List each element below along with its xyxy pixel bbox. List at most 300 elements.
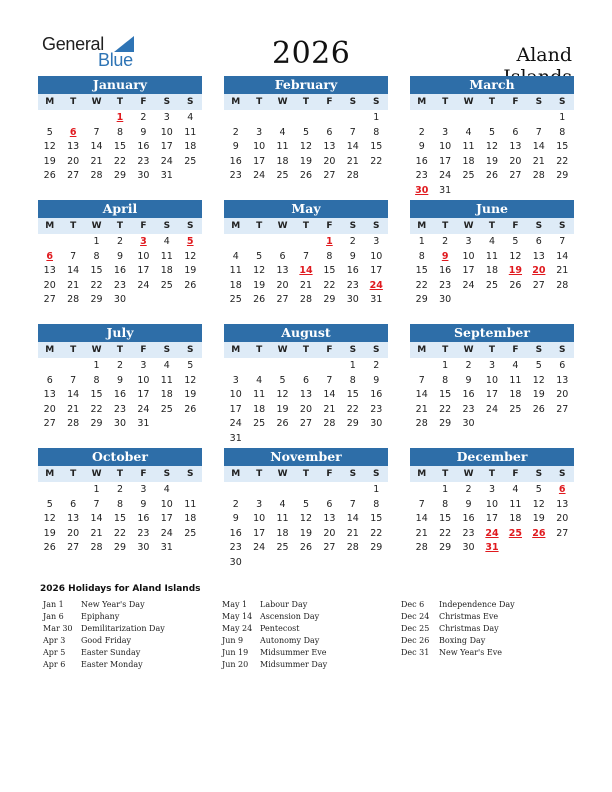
holiday-name: Pentecost xyxy=(260,624,300,633)
week-row xyxy=(224,555,388,570)
day-cell: 13 xyxy=(556,374,569,386)
empty-cell xyxy=(294,431,317,446)
day-cell: 14 xyxy=(67,389,80,401)
week-row xyxy=(38,110,202,125)
day-cell: 4 xyxy=(187,112,194,123)
weekday-label: F xyxy=(512,97,519,107)
day-cell: 9 xyxy=(140,498,147,510)
empty-cell xyxy=(504,416,527,431)
day-cell: 18 xyxy=(160,265,173,277)
day-cell: 4 xyxy=(465,126,472,138)
day-cell: 11 xyxy=(229,265,242,277)
holiday-name: Christmas Day xyxy=(439,624,499,633)
day-cell: 30 xyxy=(462,542,475,554)
empty-cell xyxy=(318,358,341,373)
weekday-label: S xyxy=(559,469,566,479)
week-row xyxy=(410,416,574,431)
empty-cell xyxy=(61,234,84,249)
day-cell: 14 xyxy=(90,513,103,525)
logo-text-blue: Blue xyxy=(98,50,133,70)
weekday-label: S xyxy=(349,345,357,355)
week-row xyxy=(224,278,388,293)
weekday-label: M xyxy=(417,469,427,479)
day-cell: 31 xyxy=(160,542,173,554)
holiday-date: Dec 26 xyxy=(401,636,430,645)
day-cell: 26 xyxy=(184,403,197,415)
day-cell: 8 xyxy=(93,250,100,262)
day-cell: 19 xyxy=(299,527,313,539)
day-cell: 10 xyxy=(160,498,173,510)
day-cell: 7 xyxy=(70,374,77,386)
day-cell: 17 xyxy=(253,155,266,167)
holiday-entry xyxy=(43,635,165,647)
weekday-label: T xyxy=(488,345,496,355)
empty-cell xyxy=(247,358,270,373)
holiday-day-cell: 20 xyxy=(532,265,546,277)
weekday-header xyxy=(38,94,202,110)
weekday-label: S xyxy=(559,345,566,355)
weekday-header xyxy=(38,466,202,482)
day-cell: 16 xyxy=(439,265,452,277)
day-cell: 27 xyxy=(323,170,336,182)
day-cell: 13 xyxy=(43,389,56,401)
day-cell: 18 xyxy=(276,155,289,167)
empty-cell xyxy=(294,358,317,373)
day-cell: 7 xyxy=(418,374,425,386)
day-cell: 27 xyxy=(43,418,56,430)
week-row xyxy=(410,263,574,278)
month-title: March xyxy=(410,76,574,94)
day-cell: 17 xyxy=(137,389,150,401)
empty-cell xyxy=(527,416,550,431)
day-cell: 20 xyxy=(323,527,336,539)
day-cell: 1 xyxy=(93,236,100,247)
holiday-name: Boxing Day xyxy=(439,636,486,645)
day-cell: 14 xyxy=(323,389,336,401)
empty-cell xyxy=(179,416,202,431)
day-cell: 8 xyxy=(442,374,449,386)
week-row xyxy=(410,402,574,417)
day-cell: 9 xyxy=(140,126,147,138)
day-cell: 30 xyxy=(113,294,127,306)
week-row xyxy=(224,373,388,388)
day-cell: 30 xyxy=(137,542,150,554)
day-cell: 20 xyxy=(556,389,569,401)
day-cell: 5 xyxy=(302,126,309,138)
day-cell: 22 xyxy=(346,403,359,415)
empty-cell xyxy=(318,431,341,446)
day-cell: 15 xyxy=(370,141,383,153)
day-cell: 3 xyxy=(442,126,449,138)
day-cell: 28 xyxy=(67,294,80,306)
month-title: September xyxy=(410,324,574,342)
month-title: December xyxy=(410,448,574,466)
week-row xyxy=(410,154,574,169)
week-row xyxy=(410,110,574,125)
day-cell: 4 xyxy=(279,126,286,138)
weekday-label: T xyxy=(442,97,449,107)
empty-cell xyxy=(247,482,270,497)
holiday-date: Dec 25 xyxy=(401,624,430,633)
day-cell: 19 xyxy=(184,265,197,277)
day-cell: 9 xyxy=(373,374,380,386)
day-cell: 13 xyxy=(323,141,336,153)
weekday-label: T xyxy=(70,469,77,479)
weekday-label: S xyxy=(187,221,194,231)
weekday-label: F xyxy=(140,97,147,107)
day-cell: 18 xyxy=(485,265,499,277)
day-cell: 13 xyxy=(299,389,313,401)
day-cell: 26 xyxy=(276,418,289,430)
day-cell: 5 xyxy=(488,126,495,138)
day-cell: 11 xyxy=(160,374,173,386)
weekday-label: M xyxy=(231,97,241,107)
day-cell: 27 xyxy=(276,294,289,306)
day-cell: 8 xyxy=(116,498,123,510)
day-cell: 7 xyxy=(93,498,100,510)
week-row xyxy=(224,125,388,140)
day-cell: 23 xyxy=(229,542,242,554)
day-cell: 21 xyxy=(299,279,313,291)
day-cell: 12 xyxy=(276,389,289,401)
day-cell: 18 xyxy=(160,389,173,401)
day-cell: 4 xyxy=(512,360,519,371)
day-cell: 28 xyxy=(556,279,569,291)
holiday-day-cell: 5 xyxy=(186,236,194,247)
month-september xyxy=(410,324,574,431)
day-cell: 25 xyxy=(184,155,197,167)
empty-cell xyxy=(271,555,294,570)
week-row xyxy=(224,511,388,526)
day-cell: 14 xyxy=(90,141,103,153)
empty-cell xyxy=(504,540,527,555)
empty-cell xyxy=(224,234,247,249)
week-row xyxy=(410,234,574,249)
day-cell: 10 xyxy=(370,250,383,262)
weekday-label: T xyxy=(302,345,310,355)
day-cell: 2 xyxy=(232,126,239,138)
day-cell: 19 xyxy=(299,155,313,167)
empty-cell xyxy=(247,234,270,249)
day-cell: 3 xyxy=(488,360,495,371)
day-cell: 29 xyxy=(439,542,452,554)
week-row xyxy=(224,482,388,497)
month-july xyxy=(38,324,202,431)
weekday-label: T xyxy=(116,469,124,479)
day-cell: 11 xyxy=(509,498,522,510)
day-cell: 18 xyxy=(184,513,197,525)
empty-cell xyxy=(224,482,247,497)
day-cell: 19 xyxy=(253,279,266,291)
holiday-entry xyxy=(222,659,327,671)
day-cell: 27 xyxy=(556,527,569,539)
empty-cell xyxy=(294,110,317,125)
day-cell: 25 xyxy=(276,170,289,182)
holiday-date: Jan 6 xyxy=(43,612,64,621)
day-cell: 2 xyxy=(442,236,449,247)
weekday-label: F xyxy=(512,469,519,479)
weekday-label: M xyxy=(231,345,241,355)
holiday-name: Ascension Day xyxy=(260,612,320,621)
empty-cell xyxy=(271,110,294,125)
day-cell: 16 xyxy=(113,389,127,401)
holiday-entry xyxy=(222,635,327,647)
month-march xyxy=(410,76,574,198)
day-cell: 15 xyxy=(113,141,127,153)
holiday-date: Mar 30 xyxy=(43,624,73,633)
week-row xyxy=(224,249,388,264)
day-cell: 22 xyxy=(90,403,103,415)
day-cell: 5 xyxy=(279,374,286,386)
holiday-day-cell: 25 xyxy=(508,527,523,539)
day-cell: 10 xyxy=(485,374,499,386)
holiday-name: Good Friday xyxy=(81,636,132,645)
empty-cell xyxy=(132,292,155,307)
month-title: April xyxy=(38,200,202,218)
day-cell: 16 xyxy=(137,141,150,153)
weekday-label: S xyxy=(187,469,194,479)
day-cell: 11 xyxy=(184,498,197,510)
holiday-name: Easter Monday xyxy=(81,660,143,669)
holiday-name: Midsummer Day xyxy=(260,660,328,669)
weekday-header xyxy=(224,94,388,110)
day-cell: 5 xyxy=(535,484,542,495)
day-cell: 24 xyxy=(160,155,173,167)
day-cell: 18 xyxy=(509,389,522,401)
holiday-column xyxy=(222,599,327,671)
day-cell: 7 xyxy=(418,498,425,510)
day-cell: 9 xyxy=(116,374,123,386)
day-cell: 31 xyxy=(439,184,452,196)
day-cell: 6 xyxy=(326,498,333,510)
holiday-day-cell: 24 xyxy=(485,527,499,539)
holiday-column xyxy=(401,599,515,659)
day-cell: 28 xyxy=(532,170,545,182)
day-cell: 19 xyxy=(485,155,499,167)
week-row xyxy=(38,358,202,373)
day-cell: 27 xyxy=(532,279,545,291)
day-cell: 15 xyxy=(415,265,428,277)
day-cell: 28 xyxy=(90,542,103,554)
weekday-label: M xyxy=(231,221,241,231)
empty-cell xyxy=(179,482,202,497)
week-row xyxy=(410,526,574,541)
holiday-date: Jun 20 xyxy=(222,660,249,669)
day-cell: 8 xyxy=(116,126,123,138)
month-title: February xyxy=(224,76,388,94)
holiday-name: New Year's Day xyxy=(81,600,145,609)
day-cell: 25 xyxy=(253,418,266,430)
day-cell: 12 xyxy=(532,498,545,510)
weekday-header xyxy=(38,342,202,358)
weekday-label: W xyxy=(91,345,102,355)
day-cell: 4 xyxy=(512,484,519,495)
month-title: November xyxy=(224,448,388,466)
holiday-day-cell: 24 xyxy=(369,279,383,291)
holiday-entry xyxy=(43,599,165,611)
holiday-entry xyxy=(222,611,327,623)
day-cell: 4 xyxy=(163,484,170,495)
week-row xyxy=(410,139,574,154)
day-cell: 11 xyxy=(462,141,475,153)
week-row xyxy=(38,526,202,541)
weekday-header xyxy=(410,94,574,110)
day-cell: 12 xyxy=(43,513,56,525)
holiday-day-cell: 6 xyxy=(558,484,566,495)
weekday-label: S xyxy=(559,221,566,231)
day-cell: 10 xyxy=(485,498,499,510)
day-cell: 14 xyxy=(532,141,545,153)
holiday-entry xyxy=(43,611,165,623)
logo xyxy=(40,34,140,70)
day-cell: 17 xyxy=(439,155,452,167)
week-row xyxy=(224,431,388,446)
weekday-label: W xyxy=(463,469,474,479)
day-cell: 18 xyxy=(462,155,475,167)
month-title: July xyxy=(38,324,202,342)
day-cell: 1 xyxy=(93,484,100,495)
day-cell: 1 xyxy=(93,360,100,371)
empty-cell xyxy=(433,110,456,125)
week-row xyxy=(224,154,388,169)
holiday-date: Jun 19 xyxy=(222,648,249,657)
day-cell: 22 xyxy=(113,527,127,539)
day-cell: 21 xyxy=(415,527,428,539)
day-cell: 2 xyxy=(465,484,472,495)
weekday-label: M xyxy=(45,469,55,479)
day-cell: 13 xyxy=(276,265,289,277)
day-cell: 30 xyxy=(439,294,452,306)
day-cell: 23 xyxy=(113,403,127,415)
day-cell: 24 xyxy=(253,542,266,554)
calendar-year: 2026 xyxy=(272,36,351,71)
day-cell: 9 xyxy=(465,374,472,386)
week-row xyxy=(224,387,388,402)
empty-cell xyxy=(179,168,202,183)
day-cell: 8 xyxy=(442,498,449,510)
day-cell: 18 xyxy=(253,403,266,415)
day-cell: 31 xyxy=(229,432,242,444)
empty-cell xyxy=(179,540,202,555)
week-row xyxy=(38,278,202,293)
day-cell: 8 xyxy=(418,250,425,262)
empty-cell xyxy=(318,482,341,497)
day-cell: 25 xyxy=(462,170,475,182)
empty-cell xyxy=(247,110,270,125)
day-cell: 16 xyxy=(137,513,150,525)
empty-cell xyxy=(61,358,84,373)
month-january xyxy=(38,76,202,183)
weekday-label: W xyxy=(91,97,102,107)
week-row xyxy=(224,540,388,555)
weekday-label: T xyxy=(442,221,449,231)
weekday-label: S xyxy=(373,345,380,355)
day-cell: 29 xyxy=(90,294,103,306)
day-cell: 26 xyxy=(43,542,56,554)
holiday-date: Dec 24 xyxy=(401,612,430,621)
day-cell: 25 xyxy=(160,403,173,415)
page-header xyxy=(0,0,612,75)
weekday-label: S xyxy=(349,469,357,479)
holiday-date: May 1 xyxy=(222,600,248,609)
day-cell: 14 xyxy=(346,513,359,525)
day-cell: 20 xyxy=(43,279,56,291)
day-cell: 25 xyxy=(160,279,173,291)
week-row xyxy=(38,373,202,388)
day-cell: 6 xyxy=(46,374,53,386)
holiday-entry xyxy=(222,647,327,659)
week-row xyxy=(224,526,388,541)
day-cell: 17 xyxy=(485,513,499,525)
weekday-label: T xyxy=(488,221,496,231)
day-cell: 26 xyxy=(43,170,56,182)
weekday-label: S xyxy=(535,469,543,479)
holiday-entry xyxy=(222,623,327,635)
weekday-label: T xyxy=(442,345,449,355)
day-cell: 16 xyxy=(229,155,242,167)
day-cell: 9 xyxy=(418,141,425,153)
day-cell: 1 xyxy=(442,484,449,495)
day-cell: 20 xyxy=(556,513,569,525)
holiday-date: May 24 xyxy=(222,624,253,633)
empty-cell xyxy=(457,183,480,198)
day-cell: 23 xyxy=(439,279,452,291)
day-cell: 15 xyxy=(370,513,383,525)
empty-cell xyxy=(341,431,364,446)
day-cell: 28 xyxy=(346,542,359,554)
day-cell: 2 xyxy=(465,360,472,371)
holiday-entry xyxy=(401,611,515,623)
day-cell: 3 xyxy=(163,112,170,123)
month-title: October xyxy=(38,448,202,466)
weekday-label: T xyxy=(256,97,263,107)
holidays-title: 2026 Holidays for Aland Islands xyxy=(40,584,201,594)
day-cell: 6 xyxy=(535,236,542,247)
day-cell: 25 xyxy=(485,279,499,291)
week-row xyxy=(38,540,202,555)
weekday-label: T xyxy=(302,97,310,107)
weekday-label: S xyxy=(373,221,380,231)
day-cell: 20 xyxy=(299,403,313,415)
holiday-name: Midsummer Eve xyxy=(260,648,327,657)
day-cell: 13 xyxy=(43,265,56,277)
day-cell: 6 xyxy=(512,126,519,138)
empty-cell xyxy=(551,416,574,431)
day-cell: 27 xyxy=(67,170,80,182)
day-cell: 28 xyxy=(299,294,313,306)
week-row xyxy=(410,183,574,198)
day-cell: 7 xyxy=(349,126,356,138)
week-row xyxy=(224,497,388,512)
day-cell: 8 xyxy=(559,126,566,138)
day-cell: 21 xyxy=(67,403,80,415)
empty-cell xyxy=(85,110,108,125)
weekday-label: T xyxy=(70,97,77,107)
weekday-header xyxy=(410,342,574,358)
empty-cell xyxy=(247,431,270,446)
day-cell: 23 xyxy=(137,527,150,539)
week-row xyxy=(410,249,574,264)
day-cell: 29 xyxy=(90,418,103,430)
day-cell: 27 xyxy=(509,170,522,182)
month-october xyxy=(38,448,202,555)
day-cell: 5 xyxy=(46,126,53,138)
weekday-label: F xyxy=(326,469,333,479)
empty-cell xyxy=(504,292,527,307)
month-may xyxy=(224,200,388,307)
holiday-name: Labour Day xyxy=(260,600,308,609)
day-cell: 26 xyxy=(253,294,266,306)
